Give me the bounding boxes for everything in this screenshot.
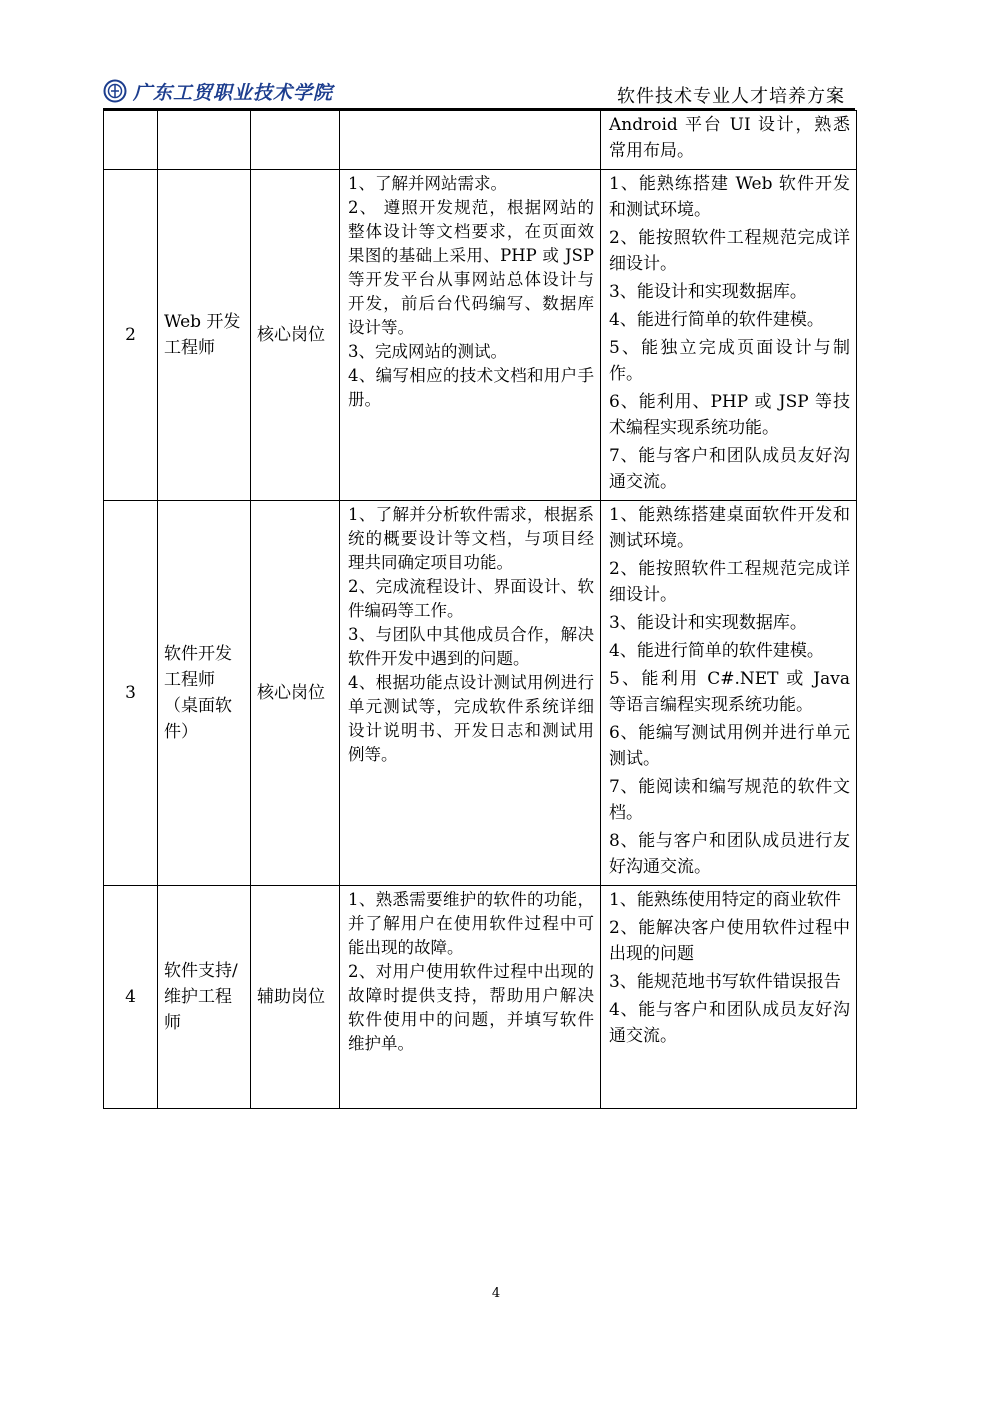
job-title: Web 开发工程师 <box>158 170 251 501</box>
table-cell <box>158 111 251 170</box>
job-title: 软件开发工程师（桌面软件） <box>158 501 251 886</box>
skill-item: 8、能与客户和团队成员进行友好沟通交流。 <box>609 831 850 877</box>
skill-item: 3、能设计和实现数据库。 <box>609 282 807 302</box>
skill-item: 7、能与客户和团队成员友好沟通交流。 <box>609 446 850 492</box>
row-number: 3 <box>104 501 158 886</box>
skill-item: 3、能规范地书写软件错误报告 <box>609 972 841 992</box>
skill-item: 1、能熟练搭建桌面软件开发和测试环境。 <box>609 505 850 551</box>
document-title: 软件技术专业人才培养方案 <box>617 86 845 107</box>
duty-item: 4、根据功能点设计测试用例进行单元测试等，完成软件系统详细设计说明书、开发日志和测试用例等。 <box>348 673 594 764</box>
college-name: 广东工贸职业技术学院 <box>133 81 334 104</box>
table-cell <box>104 111 158 170</box>
college-logo <box>103 76 333 106</box>
page-number: 4 <box>491 1286 501 1301</box>
table-row <box>104 886 857 1109</box>
duty-item: 3、完成网站的测试。 <box>348 342 507 361</box>
duty-item: 4、编写相应的技术文档和用户手册。 <box>348 366 594 409</box>
skill-item: 4、能进行简单的软件建模。 <box>609 310 824 330</box>
skill-item: 4、能进行简单的软件建模。 <box>609 641 824 661</box>
table-row <box>104 170 857 501</box>
duty-cell <box>340 501 601 886</box>
skill-item: 1、能熟练搭建 Web 软件开发和测试环境。 <box>609 174 850 220</box>
skill-item: Android 平台 UI 设计，熟悉常用布局。 <box>609 115 850 161</box>
duty-item: 1、了解并网站需求。 <box>348 174 507 193</box>
duty-item: 2、对用户使用软件过程中出现的故障时提供支持，帮助用户解决软件使用中的问题，并填写软件维护单。 <box>348 962 594 1053</box>
duty-cell <box>340 170 601 501</box>
skill-item: 5、能独立完成页面设计与制作。 <box>609 338 850 384</box>
skill-item: 2、能按照软件工程规范完成详细设计。 <box>609 228 850 274</box>
skill-item: 1、能熟练使用特定的商业软件 <box>609 890 841 910</box>
duty-cell <box>340 886 601 1109</box>
page-header <box>103 74 855 108</box>
row-number: 4 <box>104 886 158 1109</box>
duty-item: 1、熟悉需要维护的软件的功能，并了解用户在使用软件过程中可能出现的故障。 <box>348 890 594 957</box>
job-level: 核心岗位 <box>251 501 340 886</box>
job-level: 核心岗位 <box>251 170 340 501</box>
skill-item: 7、能阅读和编写规范的软件文档。 <box>609 777 850 823</box>
skill-item: 5、能利用 C#.NET 或 Java 等语言编程实现系统功能。 <box>609 669 850 715</box>
table-cell <box>340 111 601 170</box>
skill-item: 3、能设计和实现数据库。 <box>609 613 807 633</box>
duty-item: 1、了解并分析软件需求，根据系统的概要设计等文档，与项目经理共同确定项目功能。 <box>348 505 594 572</box>
job-level: 辅助岗位 <box>251 886 340 1109</box>
skill-cell <box>601 501 857 886</box>
skill-item: 6、能利用、PHP 或 JSP 等技术编程实现系统功能。 <box>609 392 850 438</box>
skill-item: 4、能与客户和团队成员友好沟通交流。 <box>609 1000 850 1046</box>
row-number: 2 <box>104 170 158 501</box>
duty-item: 2、完成流程设计、界面设计、软件编码等工作。 <box>348 577 594 620</box>
table-row-continued <box>104 111 857 170</box>
skill-cell <box>601 886 857 1109</box>
skill-item: 2、能解决客户使用软件过程中出现的问题 <box>609 918 850 964</box>
job-title: 软件支持/维护工程师 <box>158 886 251 1109</box>
duty-item: 2、 遵照开发规范，根据网站的整体设计等文档要求，在页面效果图的基础上采用、PHP 或 JSP 等开发平台从事网站总体设计与开发，前后台代码编写、数据库设计等。 <box>348 198 594 337</box>
table-row <box>104 501 857 886</box>
college-emblem-icon <box>103 79 127 103</box>
skill-item: 6、能编写测试用例并进行单元测试。 <box>609 723 850 769</box>
table-cell <box>251 111 340 170</box>
job-positions-table <box>103 110 857 1109</box>
skill-cell <box>601 170 857 501</box>
skill-cell <box>601 111 857 170</box>
skill-item: 2、能按照软件工程规范完成详细设计。 <box>609 559 850 605</box>
duty-item: 3、与团队中其他成员合作，解决软件开发中遇到的问题。 <box>348 625 594 668</box>
